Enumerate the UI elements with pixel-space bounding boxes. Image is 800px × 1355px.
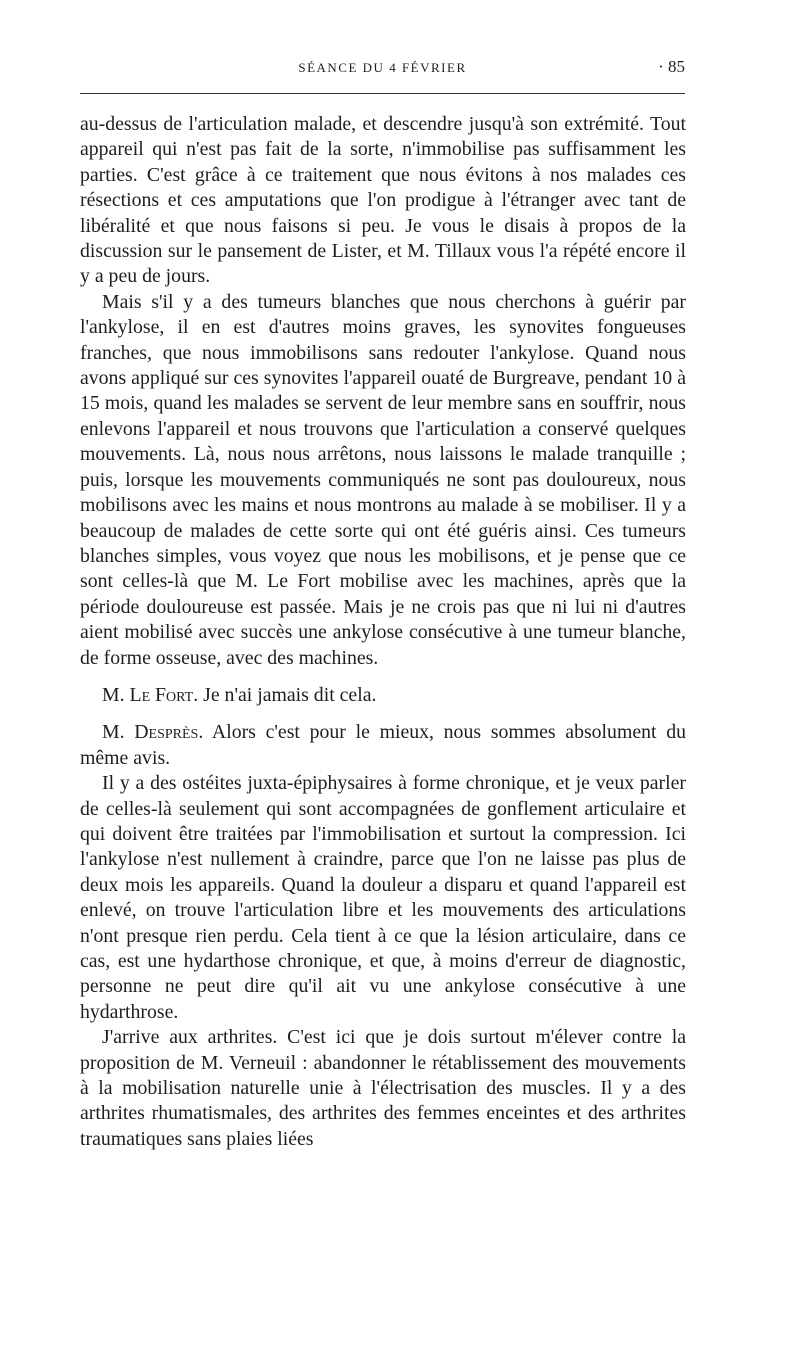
speech-text: Alors c'est pour le mieux, nous sommes absolument du même avis. [80, 721, 686, 769]
paragraph-continuation: au-dessus de l'articulation malade, et descendre jusqu'à son extrémité. Tout appareil qui n'est pas fait de la sorte, n'immobilise pas suffisamment les parties. C'est grâce à ce traitement que nous évitons à nos malades ces résections et ces amputations que l'on prodigue à l'étranger avec tant de libéralité et que nous faisons si peu. Je vous le disais à propos de la discussion sur le pansement de Lister, et M. Tillaux vous l'a répété encore il y a peu de jours. [80, 113, 686, 288]
running-head: SÉANCE DU 4 FÉVRIER [298, 60, 467, 75]
dialogue-le-fort [80, 683, 686, 708]
paragraph-arthrites: J'arrive aux arthrites. C'est ici que je dois surtout m'élever contre la proposition de M. Verneuil : abandonner le rétablissement des mouvements à la mobilisation naturelle unie à l'électrisation des muscles. Il y a des arthrites rhumatismales, des arthrites des femmes enceintes et des arthrites traumatiques sans plaies liées [80, 1026, 686, 1150]
paragraph-osteites: Il y a des ostéites juxta-épiphysaires à forme chronique, et je veux parler de celles-là seulement qui sont accompagnées de gonflement articulaire et qui doivent être traitées par l'immobilisation et surtout la compression. Ici l'ankylose n'est nullement à craindre, parce que l'on ne laisse pas plus de deux mois les appareils. Quand la douleur a disparu et quand l'appareil est enlevé, on trouve l'articulation libre et les mouvements des articulations n'ont presque rien perdu. Cela tient à ce que la lésion articulaire, dans ce cas, est une hydarthose chronique, et que, à moins d'erreur de diagnostic, personne ne peut dire qu'il ait vu une ankylose consécutive à une hydarthrose. [80, 772, 686, 1023]
dialogue-despres [80, 720, 686, 771]
page-number: · 85 [658, 57, 685, 76]
page-body [80, 112, 686, 1152]
header-rule [80, 93, 685, 94]
page-header [80, 57, 685, 86]
paragraph-tumeurs-blanches: Mais s'il y a des tumeurs blanches que nous cherchons à guérir par l'ankylose, il en est d'autres moins graves, les synovites fongueuses franches, que nous immobilisons sans redouter l'ankylose. Quand nous avons appliqué sur ces synovites l'appareil ouaté de Burgreave, pendant 10 à 15 mois, quand les malades se servent de leur membre sans en souffrir, nous enlevons l'appareil et nous trouvons que l'articulation a conservé quelques mouvements. Là, nous nous arrêtons, nous laissons le malade tranquille ; puis, lorsque les mouvements communiqués ne sont pas douloureux, nous mobilisons avec les mains et nous montrons au malade à se mobiliser. Il y a beaucoup de malades de cette sorte qui ont été guéris ainsi. Ces tumeurs blanches simples, vous voyez que nous les mobilisons, et je pense que ce sont celles-là que M. Le Fort mobilise avec les machines, après que la période douloureuse est passée. Mais je ne crois pas que ni lui ni d'autres aient mobilisé avec succès une ankylose consécutive à une tumeur blanche, de forme osseuse, avec des machines. [80, 290, 686, 669]
speaker-name: M. Le Fort. [102, 683, 199, 706]
speaker-name: M. Desprès. [102, 721, 204, 744]
speech-text: Je n'ai jamais dit cela. [203, 683, 377, 706]
